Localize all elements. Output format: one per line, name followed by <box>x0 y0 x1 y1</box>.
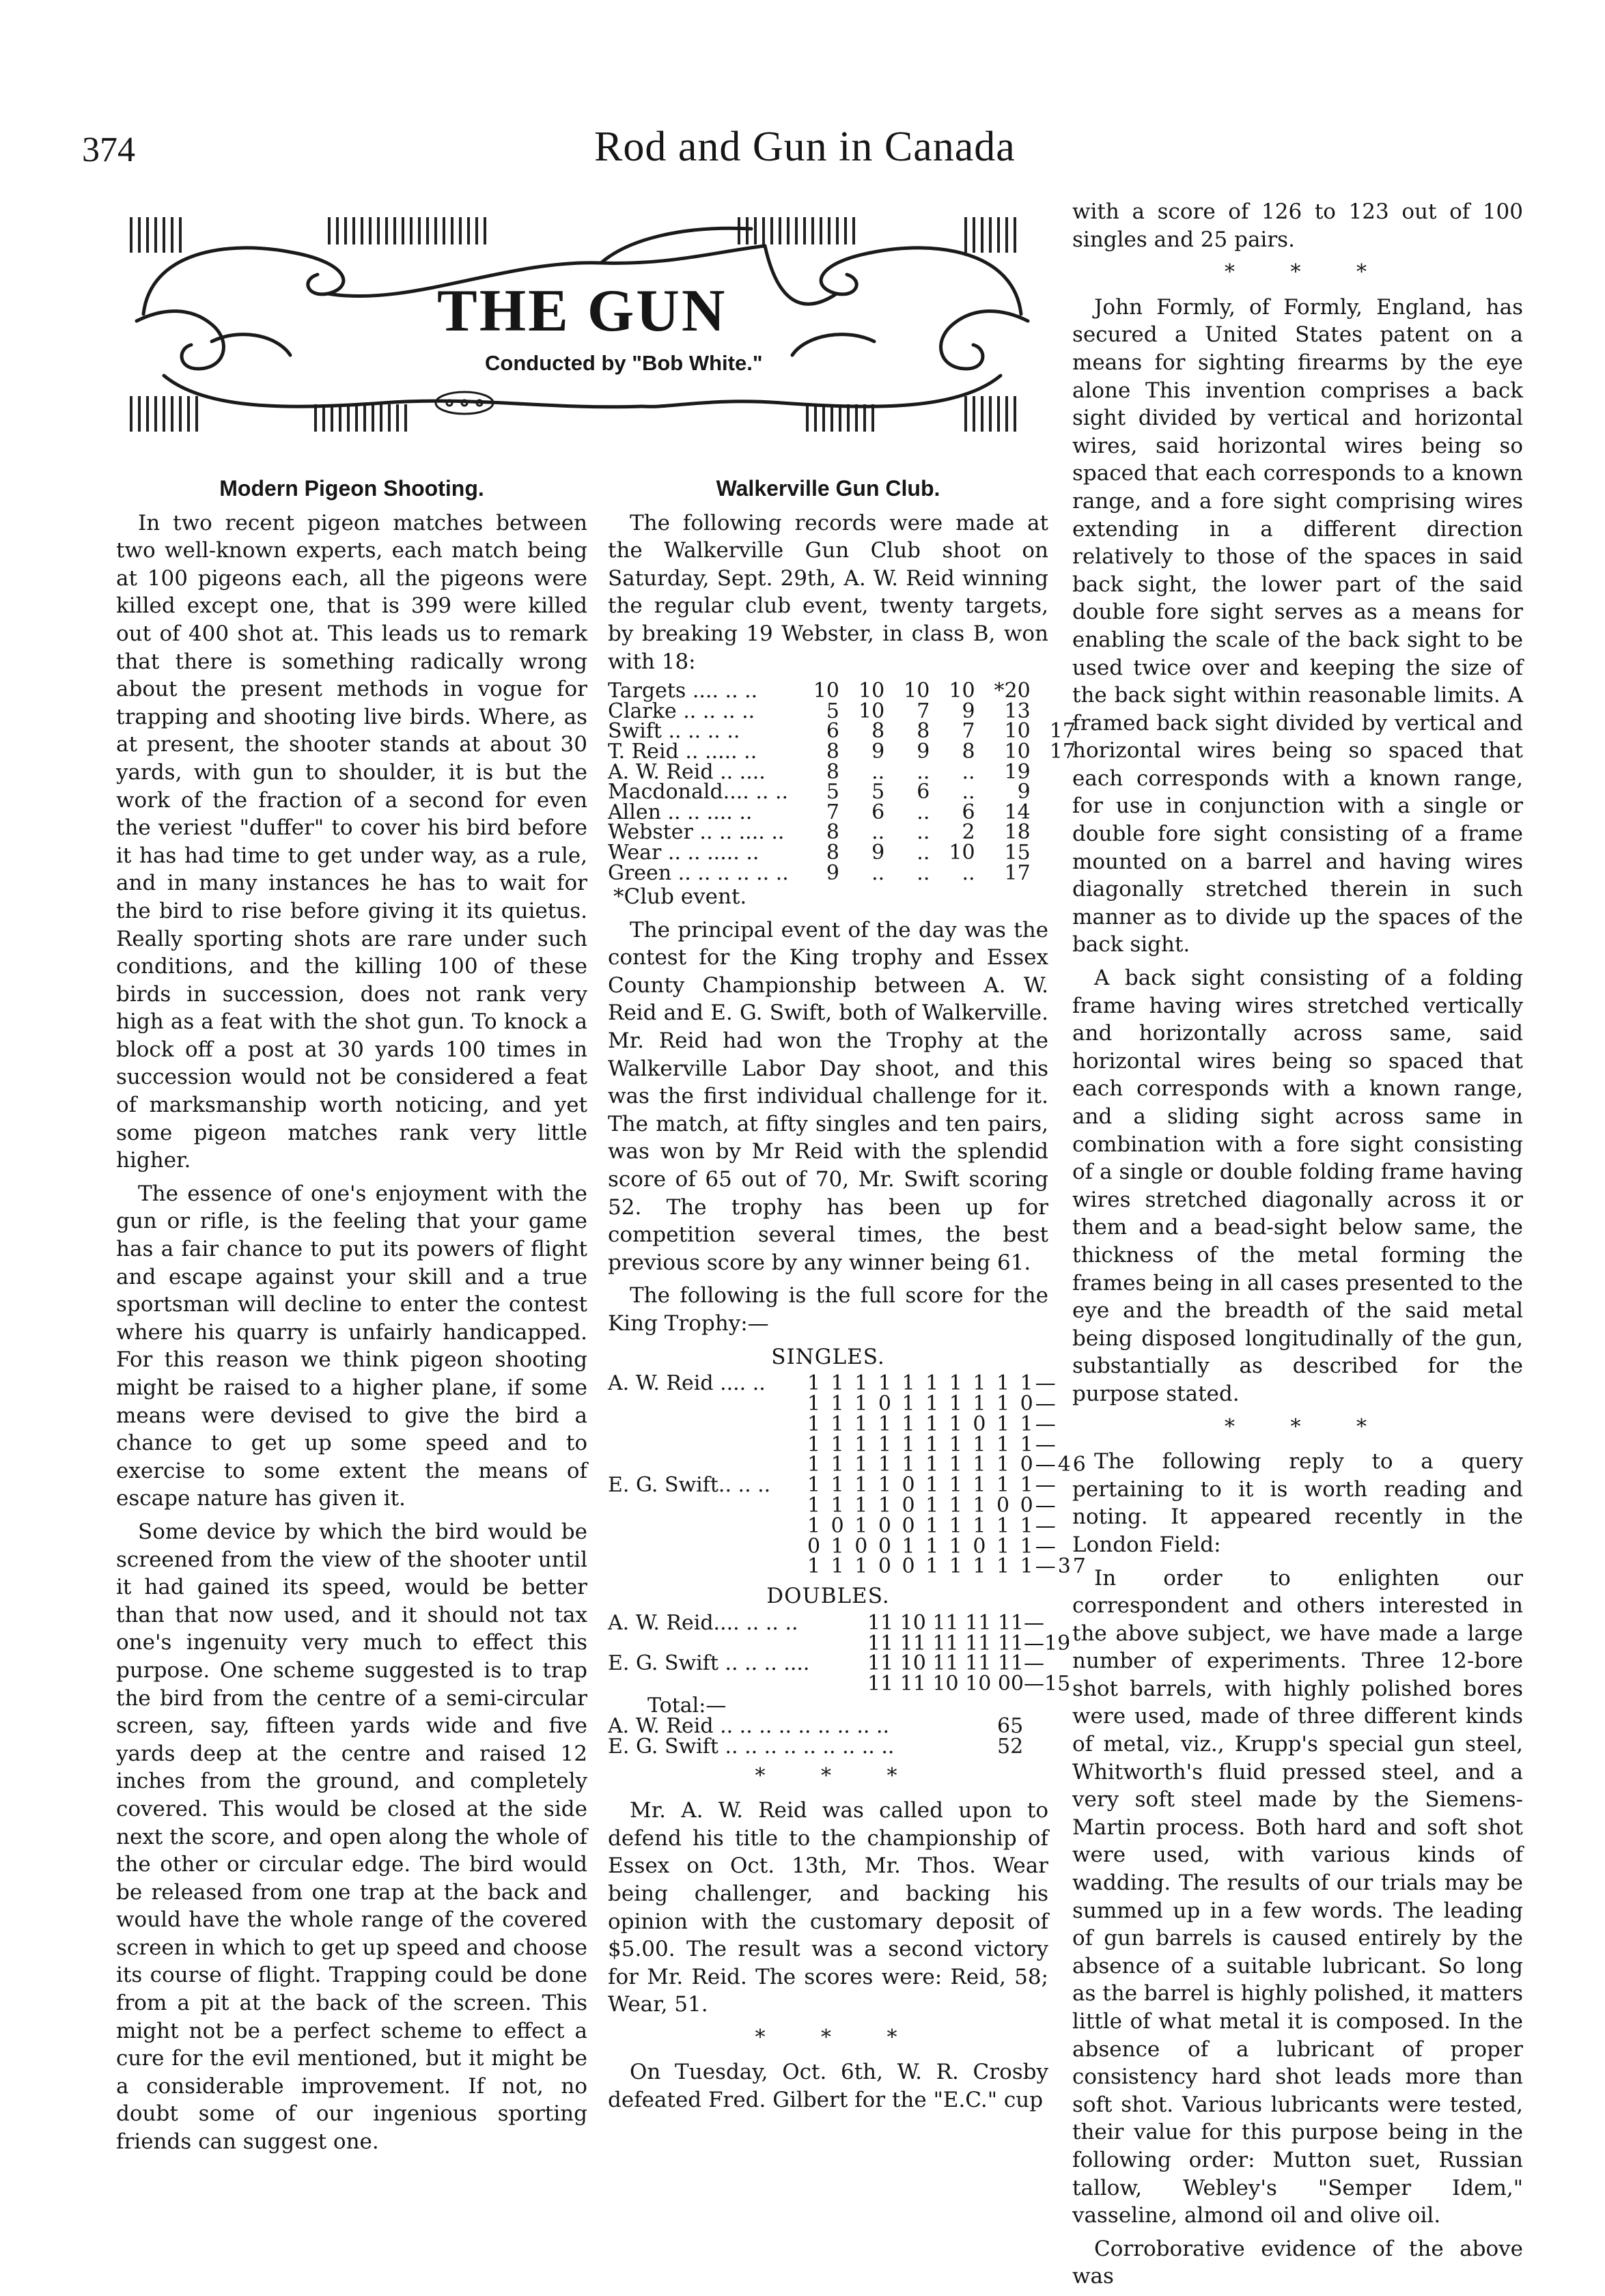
table-cell: 14 <box>1004 800 1031 824</box>
singles-scores <box>608 1371 1088 1579</box>
score-line: 1 1 1 1 1 1 1 1 1 0—46 <box>807 1453 1088 1477</box>
table-cell: 9 <box>871 840 885 865</box>
score-line: 11 11 11 11 11—19 <box>867 1631 1071 1655</box>
table-cell: 9 <box>962 699 975 723</box>
section-dots: * * * <box>1224 260 1392 285</box>
paragraph: The following records were made at the Walkerville Gun Club shoot on Saturday, Sept. 29th, A. W. Reid winning the regular club event, twenty targets, by breaking 19 Webster, in class B, won with 18: <box>608 510 1048 674</box>
score-line: 1 0 1 0 0 1 1 1 1 1— <box>807 1513 1058 1538</box>
section-dots: * * * <box>1224 1414 1392 1439</box>
table-cell: Macdonald.... .. .. <box>608 780 789 804</box>
paragraph: In two recent pigeon matches between two well-known experts, each match being at 100 pigeons each, all the pigeons were killed except one, that is 399 were killed out of 400 shot at. This leads us to remark that there is something radically wrong about the present methods in vogue for trapping and shooting live birds. Where, as at present, the shooter stands at about 30 yards, with gun to shoulder, it is but the work of the fraction of a second for even the veriest "duffer" to cover his bird before it has had time to get under way, as a rule, and in many instances he has to wait for the bird to rise before giving it its quietus. Really sporting shots are rare under such conditions, and the killing 100 of these birds in succession, does not rank very high as a feat with the shot gun. To knock a block off a post at 30 yards 100 times in succession would not be considered a feat of marksmanship worth noticing, and yet some pigeon matches rank very little higher. <box>116 510 587 1173</box>
article-heading-pigeon: Modern Pigeon Shooting. <box>219 476 484 501</box>
table-cell: .. <box>917 800 930 824</box>
table-cell: 17 <box>1049 719 1076 744</box>
paragraph: A back sight consisting of a folding frame having wires stretched vertically and horizontally across same, said horizontal wires being so spaced that each corresponds with a known range, and a sliding sight across same in combination with a fore sight consisting of a single or double folding frame having wires stretched diagonally across it or them and a bead-sight below same, the thickness of the metal forming the frames being in all cases presented to the eye and the breadth of the said metal being disposed longitudinally of the gun, substantially as described for the purpose stated. <box>1072 966 1523 1406</box>
doubles-heading: DOUBLES. <box>766 1584 890 1609</box>
table-cell: T. Reid .. ..... .. <box>608 739 757 764</box>
table-cell: .. <box>917 820 930 845</box>
table-cell: 6 <box>962 800 975 824</box>
table-cell: 9 <box>917 739 930 764</box>
table-cell: 8 <box>917 719 930 744</box>
shooter-name: E. G. Swift.. .. .. <box>608 1473 771 1498</box>
paragraph: Mr. A. W. Reid was called upon to defend his title to the championship of Essex on Oct. 13th, Mr. Thos. Wear being challenger, and backing his opinion with the customary deposit of $5.00. The result was a second victory for Mr. Reid. The scores were: Reid, 58; Wear, 51. <box>608 1798 1048 2017</box>
column-2 <box>608 475 1088 2120</box>
table-cell: 6 <box>826 719 839 744</box>
table-cell: .. <box>962 780 975 804</box>
table-cell: 8 <box>871 719 885 744</box>
paragraph: The principal event of the day was the contest for the King trophy and Essex County Championship between A. W. Reid and E. G. Swift, both of Walkerville. Mr. Reid had won the Trophy at the Walkerville Labor Day shoot, and this was the first individual challenge for it. The match, at fifty singles and ten pairs, was won by Mr Reid with the splendid score of 65 out of 70, Mr. Swift scoring 52. The trophy has been up for competition several times, the best previous score by any winner being 61. <box>608 917 1048 1275</box>
total-label: Total:— <box>647 1693 727 1718</box>
paragraph: John Formly, of Formly, England, has secured a United States patent on a means for sighting firearms by the eye alone This invention comprises a back sight divided by vertical and horizontal wires, said horizontal wires being so spaced that each corresponds to a known range, and a fore sight comprising wires extending in a different direction relatively to those of the spaces in said back sight, the lower part of the said double fore sight serves as a means for enabling the scale of the back sight to be used twice over and keeping the size of the back sight within reasonable limits. A framed back sight divided by vertical and horizontal wires being so spaced that each corresponds with a known range, for use in conjunction with a single or double fore sight consisting of a frame mounted on a barrel and having wires diagonally stretched therein in such manner as to divide up the spaces of the back sight. <box>1072 294 1523 957</box>
table-cell: .. <box>962 759 975 784</box>
table-row <box>608 701 1076 722</box>
table-cell: 10 <box>1004 739 1031 764</box>
table-cell: 17 <box>1004 860 1031 885</box>
shooter-name: A. W. Reid.... .. .. .. <box>608 1610 798 1635</box>
table-cell: Targets .... .. .. <box>608 679 758 703</box>
table-cell: 8 <box>826 840 839 865</box>
section-dots: * * * <box>755 1763 922 1788</box>
total-score: 65 <box>997 1713 1024 1738</box>
table-cell: A. W. Reid .. .... <box>608 759 766 784</box>
table-cell: 10 <box>813 679 839 703</box>
table-cell: Clarke .. .. .. .. <box>608 699 755 723</box>
table-cell: .. <box>871 860 885 885</box>
table-cell: 17 <box>1049 739 1076 764</box>
table-cell: 7 <box>917 699 930 723</box>
article-heading-gun-club: Walkerville Gun Club. <box>716 476 940 501</box>
table-cell: Green .. .. .. .. .. .. <box>608 860 789 885</box>
column-1 <box>116 475 587 2161</box>
page-number: 374 <box>82 130 135 169</box>
score-line: 11 10 11 11 11— <box>867 1610 1045 1635</box>
shooter-name: E. G. Swift .. .. .. .... <box>608 1651 810 1676</box>
column-3 <box>1072 198 1523 2296</box>
table-cell: 10 <box>949 679 975 703</box>
score-line: 1 1 1 1 1 1 1 1 1 1— <box>807 1371 1058 1396</box>
section-dots: * * * <box>755 2025 922 2049</box>
table-footnote: *Club event. <box>613 884 747 910</box>
table-cell: 13 <box>1004 699 1031 723</box>
score-line: 11 10 11 11 11— <box>867 1651 1045 1676</box>
table-cell: 9 <box>871 739 885 764</box>
running-head: Rod and Gun in Canada <box>594 124 1016 170</box>
table-cell: .. <box>917 759 930 784</box>
score-line: 1 1 1 1 0 1 1 1 1 1— <box>807 1473 1058 1498</box>
score-line: 1 1 1 1 1 1 1 1 1 1— <box>807 1432 1058 1457</box>
doubles-scores <box>608 1610 1071 1696</box>
total-score: 52 <box>997 1734 1024 1759</box>
shooter-name: E. G. Swift .. .. .. .. .. .. .. .. .. <box>608 1734 895 1759</box>
table-cell: 10 <box>1004 719 1031 744</box>
section-title: THE GUN <box>437 278 727 344</box>
score-line: 1 1 1 1 0 1 1 1 0 0— <box>807 1493 1058 1517</box>
table-row <box>608 721 1076 742</box>
table-cell: Allen .. .. .... .. <box>608 800 753 824</box>
table-row <box>608 742 1076 762</box>
table-cell: .. <box>917 840 930 865</box>
table-cell: Swift .. .. .. .. <box>608 719 740 744</box>
shooter-name: A. W. Reid .. .. .. .. .. .. .. .. .. <box>608 1713 890 1738</box>
table-cell: .. <box>871 820 885 845</box>
table-cell: 8 <box>826 820 839 845</box>
table-cell: 5 <box>826 699 839 723</box>
totals <box>608 1713 1048 1759</box>
score-line: 1 1 1 1 1 1 1 0 1 1— <box>807 1412 1058 1436</box>
table-cell: 19 <box>1004 759 1031 784</box>
paragraph: On Tuesday, Oct. 6th, W. R. Crosby defeated Fred. Gilbert for the "E.C." cup <box>608 2060 1048 2113</box>
table-cell: 10 <box>904 679 930 703</box>
score-line: 11 11 10 10 00—15 <box>867 1672 1071 1696</box>
table-cell: 7 <box>962 719 975 744</box>
section-subtitle: Conducted by "Bob White." <box>485 351 763 375</box>
table-cell: .. <box>962 860 975 885</box>
table-cell: 10 <box>858 679 885 703</box>
banner-bottom-stripes <box>130 396 1016 432</box>
table-row <box>608 762 1076 783</box>
table-cell: 8 <box>826 739 839 764</box>
shooter-name: A. W. Reid .... .. <box>608 1371 766 1396</box>
table-cell: 18 <box>1004 820 1031 845</box>
paragraph: Corroborative evidence of the above was <box>1072 2236 1523 2289</box>
table-cell: 6 <box>871 800 885 824</box>
table-cell: Wear .. .. ..... .. <box>608 840 759 865</box>
table-cell: .. <box>917 860 930 885</box>
table-cell: Webster .. .. .... .. <box>608 820 785 845</box>
table-cell: 10 <box>858 699 885 723</box>
table-cell: 15 <box>1004 840 1031 865</box>
table-cell: 8 <box>826 759 839 784</box>
table-cell: 5 <box>826 780 839 804</box>
table-cell: 5 <box>871 780 885 804</box>
table-row <box>608 863 1076 884</box>
paragraph: Some device by which the bird would be screened from the view of the shooter until it had gained its speed, would be better than that now used, and it should not tax one's ingenuity very much to effect this purpose. One scheme suggested is to trap the bird from the centre of a semi-circular screen, say, fifteen yards wide and five yards deep at the centre and raised 12 inches from the ground, and completely covered. This would be closed at the side next the score, and open along the whole of the other or circular edge. The bird would be released from one trap at the back and would have the whole range of the covered screen in which to get up speed and choose its course of flight. Trapping could be done from a pit at the back of the screen. This might not be a perfect scheme to effect a cure for the evil mentioned, but it might be a considerable improvement. If not, no doubt some of our ingenious sporting friends can suggest one. <box>116 1519 587 2155</box>
table-cell: 10 <box>949 840 975 865</box>
score-line: 1 1 1 0 0 1 1 1 1 1—37 <box>807 1554 1088 1579</box>
paragraph: The following is the full score for the King Trophy:— <box>608 1283 1048 1336</box>
table-cell: 9 <box>826 860 839 885</box>
table-cell: 2 <box>962 820 975 845</box>
club-scores-table <box>608 681 1076 883</box>
table-cell: 9 <box>1017 780 1031 804</box>
table-row <box>608 782 1076 802</box>
score-line: 1 1 1 0 1 1 1 1 1 0— <box>807 1391 1058 1416</box>
table-row <box>608 802 1076 823</box>
table-cell: .. <box>871 759 885 784</box>
paragraph: with a score of 126 to 123 out of 100 singles and 25 pairs. <box>1072 199 1523 252</box>
table-cell: 7 <box>826 800 839 824</box>
table-row <box>608 843 1076 863</box>
table-cell: 8 <box>962 739 975 764</box>
table-row <box>608 822 1076 843</box>
paragraph: The essence of one's enjoyment with the gun or rifle, is the feeling that your game has a fair chance to put its powers of flight and escape against your skill and a true sportsman will decline to enter the contest where his quarry is unfairly handicapped. For this reason we think pigeon shooting might be raised to a higher plane, if some means were devised to give the bird a chance to get up some speed and to exercise to some extent the means of escape nature has given it. <box>116 1181 587 1511</box>
paragraph: The following reply to a query pertaining to it is worth reading and noting. It appeared recently in the London Field: <box>1072 1449 1523 1557</box>
singles-heading: SINGLES. <box>771 1344 885 1369</box>
paragraph: In order to enlighten our correspondent and others interested in the above subject, we have made a large number of experiments. Three 12-bore shot barrels, with highly polished bores were used, made of three different kinds of metal, viz., Krupp's special gun steel, Whitworth's fluid pressed steel, and a very soft steel made by the Siemens-Martin process. Both hard and soft shot were used, with various kinds of wadding. The results of our trials may be summed up in a few words. The leading of gun barrels is caused entirely by the absence of a suitable lubricant. So long as the barrel is highly polished, it matters little of what metal it is composed. In the absence of a lubricant of proper consistency hard shot leads more than soft shot. Various lubricants were tested, their value for this purpose being in the following order: Mutton suet, Russian tallow, Webley's "Semper Idem," vasseline, almond oil and olive oil. <box>1072 1565 1523 2228</box>
table-row <box>608 681 1076 701</box>
score-line: 0 1 0 0 1 1 1 0 1 1— <box>807 1534 1058 1558</box>
table-cell: 6 <box>917 780 930 804</box>
table-cell: *20 <box>994 679 1031 703</box>
